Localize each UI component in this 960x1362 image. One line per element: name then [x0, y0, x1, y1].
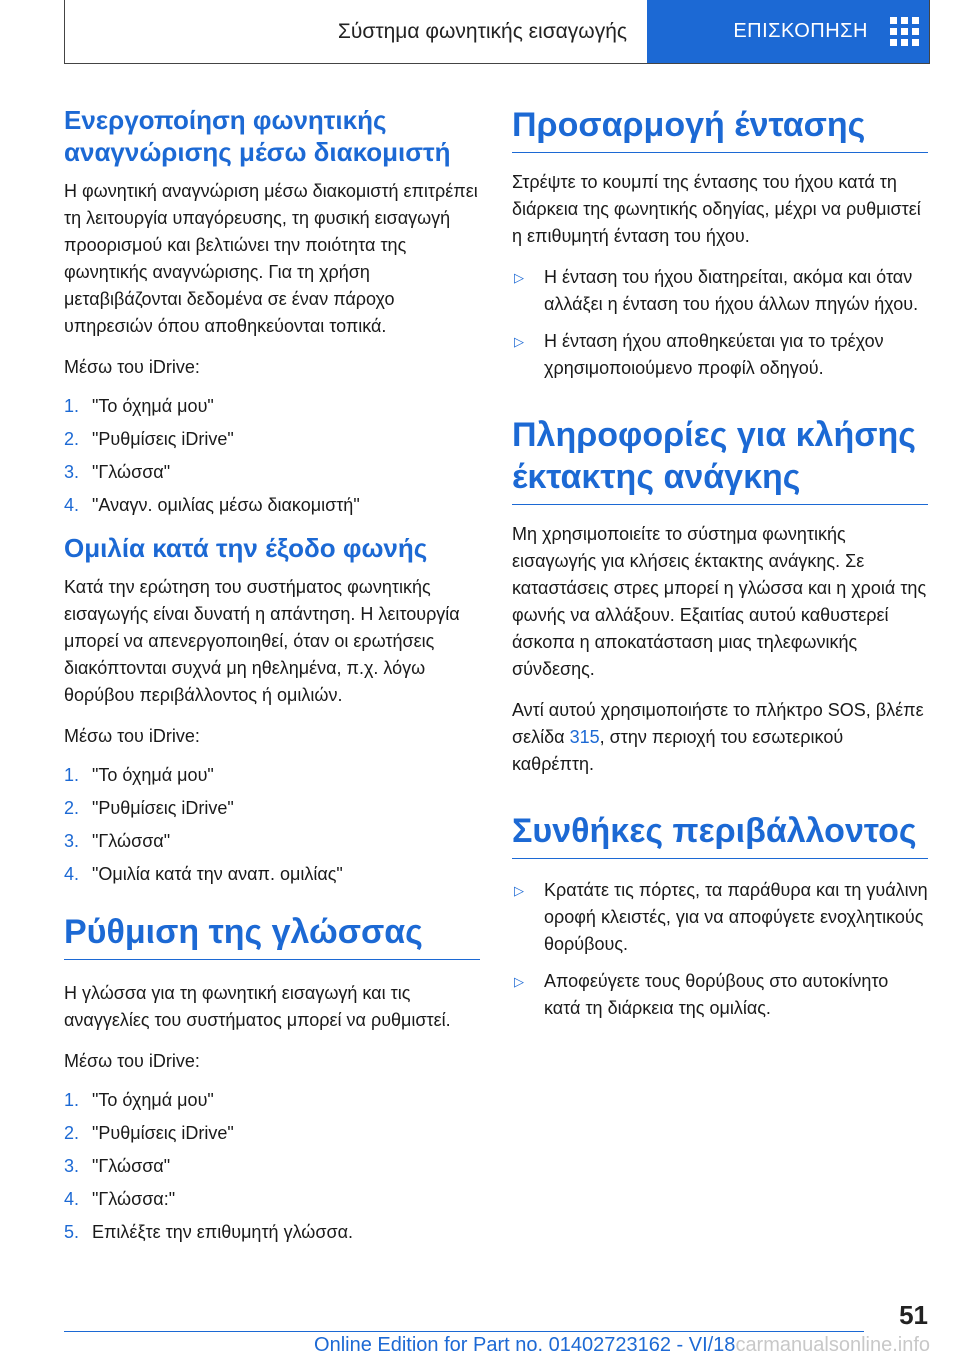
section-text: Κατά την ερώτηση του συστήματος φωνητικής εισαγωγής είναι δυνατή η απάντηση. Η λειτουργία μπορεί να απενεργοποιηθεί, όταν οι ερωτήσεις διακόπτονται συχνά μη ηθελημένα, π.χ. λόγω θορύβου περιβάλλοντος ή ομιλιών. [64, 577, 460, 705]
section-title: Συνθήκες περιβάλλοντος [512, 810, 928, 859]
triangle-right-icon: ▷ [514, 270, 524, 285]
via-idrive-label: Μέσω του iDrive: [64, 1051, 200, 1071]
section-title: Ομιλία κατά την έξοδο φωνής [64, 533, 428, 563]
left-column [64, 104, 480, 1259]
section-title: Ενεργοποίηση φωνητικής αναγνώρισης μέσω διακομιστή [64, 105, 451, 167]
grid-icon [890, 17, 919, 46]
footer-divider [64, 1331, 864, 1332]
via-idrive-label: Μέσω του iDrive: [64, 357, 200, 377]
list-item: 2. "Ρυθμίσεις iDrive" [64, 429, 234, 449]
footer-watermark: carmanualsonline.info [735, 1334, 930, 1356]
section-volume-adjust [512, 104, 928, 382]
header-tab-label: ΕΠΙΣΚΟΠΗΣΗ [733, 20, 868, 42]
page-footer [0, 1334, 930, 1357]
list-item: 1. "Το όχημά μου" [64, 396, 214, 416]
header-section-title: Σύστημα φωνητικής εισαγωγής [337, 19, 627, 43]
page-link-315[interactable]: 315 [569, 727, 600, 747]
list-item: 4. "Αναγν. ομιλίας μέσω διακομιστή" [64, 495, 360, 515]
section-title: Πληροφορίες για κλήσης έκτακτης ανάγκης [512, 414, 928, 505]
section-text-sos: Αντί αυτού χρησιμοποιήστε το πλήκτρο SOS, βλέπε σελίδα 315, στην περιοχή του εσωτερικού καθρέπτη. [512, 700, 924, 774]
list-item: 3. "Γλώσσα" [64, 462, 171, 482]
steps-list [64, 764, 480, 885]
right-column [512, 104, 928, 1038]
list-item: 3. "Γλώσσα" [64, 1156, 171, 1176]
list-item: 4. "Γλώσσα:" [64, 1189, 176, 1209]
via-idrive-label: Μέσω του iDrive: [64, 726, 200, 746]
steps-list [64, 395, 480, 516]
list-item: ▷ Η ένταση του ήχου διατηρείται, ακόμα και όταν αλλάξει η ένταση του ήχου άλλων πηγών ήχου. [512, 264, 928, 318]
list-item: 3. "Γλώσσα" [64, 831, 171, 851]
bullet-list [512, 264, 928, 382]
section-title: Ρύθμιση της γλώσσας [64, 911, 480, 960]
section-text: Η γλώσσα για τη φωνητική εισαγωγή και τις αναγγελίες του συστήματος μπορεί να ρυθμιστεί. [64, 983, 451, 1030]
header-tab-overview[interactable] [647, 0, 929, 63]
triangle-right-icon: ▷ [514, 974, 524, 989]
section-text: Μη χρησιμοποιείτε το σύστημα φωνητικής εισαγωγής για κλήσεις έκτακτης ανάγκης. Σε καταστάσεις στρες μπορεί η γλώσσα και η χροιά της φωνής να αλλάξουν. Εξαιτίας αυτού καθυστερεί άσκοπα η αποκατάσταση μιας τηλεφωνικής σύνδεσης. [512, 524, 927, 679]
steps-list [64, 1089, 480, 1243]
list-item: 5. Επιλέξτε την επιθυμητή γλώσσα. [64, 1222, 353, 1242]
list-item: ▷ Κρατάτε τις πόρτες, τα παράθυρα και τη γυάλινη οροφή κλειστές, για να αποφύγετε ενοχλητικούς θορύβους. [512, 877, 928, 958]
page-number: 51 [899, 1300, 928, 1330]
section-speak-during-output [64, 532, 480, 885]
section-environment-conditions [512, 810, 928, 1022]
list-item: 1. "Το όχημά μου" [64, 765, 214, 785]
section-title: Προσαρμογή έντασης [512, 104, 928, 153]
bullet-list [512, 877, 928, 1022]
list-item: 1. "Το όχημά μου" [64, 1090, 214, 1110]
triangle-right-icon: ▷ [514, 883, 524, 898]
section-text: Η φωνητική αναγνώριση μέσω διακομιστή επιτρέπει τη λειτουργία υπαγόρευσης, τη φυσική εισαγωγή προορισμού και βελτιώνει την ποιότητα της φωνητικής αναγνώρισης. Για τη χρήση μεταβιβάζονται δεδομένα σε έναν πάροχο υπηρεσιών όπου αποθηκεύονται τοπικά. [64, 181, 478, 336]
page-header [64, 0, 930, 64]
list-item: ▷ Η ένταση ήχου αποθηκεύεται για το τρέχον χρησιμοποιούμενο προφίλ οδηγού. [512, 328, 928, 382]
list-item: ▷ Αποφεύγετε τους θορύβους στο αυτοκίνητο κατά τη διάρκεια της ομιλίας. [512, 968, 928, 1022]
section-server-recognition [64, 104, 480, 516]
section-emergency-call-info [512, 414, 928, 778]
list-item: 4. "Ομιλία κατά την αναπ. ομιλίας" [64, 864, 343, 884]
section-text: Στρέψτε το κουμπί της έντασης του ήχου κατά τη διάρκεια της φωνητικής οδηγίας, μέχρι να ρυθμιστεί η επιθυμητή ένταση του ήχου. [512, 172, 921, 246]
list-item: 2. "Ρυθμίσεις iDrive" [64, 1123, 234, 1143]
footer-edition: Online Edition for Part no. 01402723162 - VI/18 [314, 1334, 736, 1356]
list-item: 2. "Ρυθμίσεις iDrive" [64, 798, 234, 818]
section-language-setting [64, 911, 480, 1243]
triangle-right-icon: ▷ [514, 334, 524, 349]
